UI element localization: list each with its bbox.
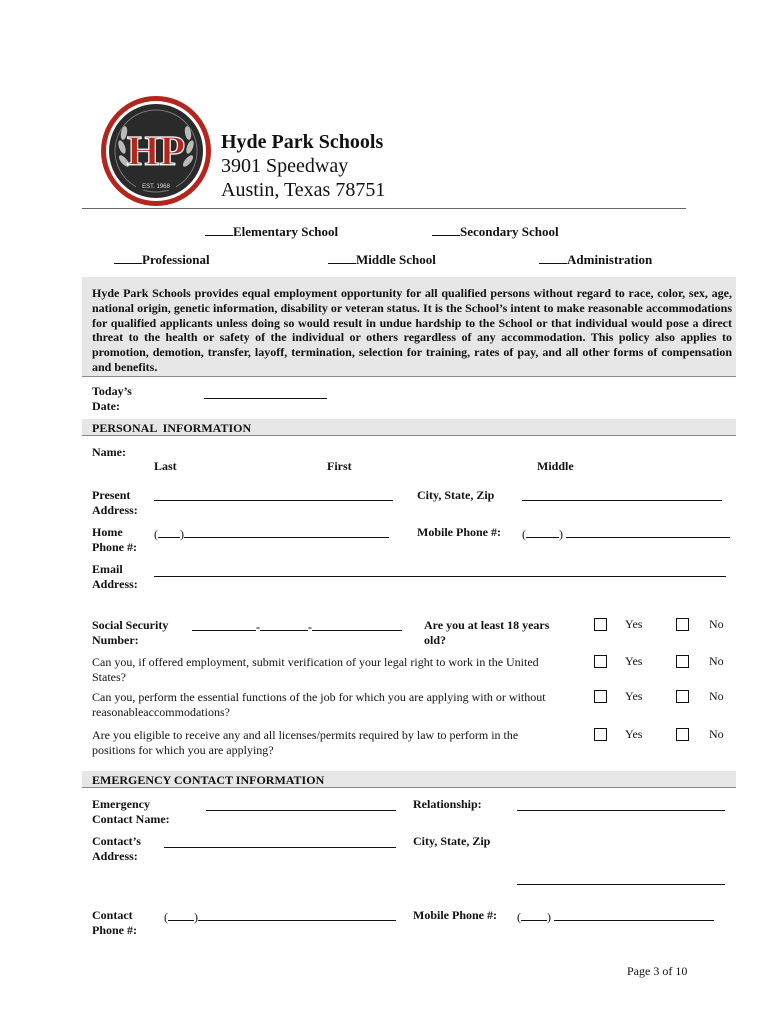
question-licenses-yes-label: Yes	[625, 727, 643, 741]
first-name-label: First	[327, 459, 352, 473]
email-label: Email Address:	[92, 562, 138, 591]
option-middle[interactable]: Middle School	[328, 251, 436, 267]
relationship-field[interactable]	[517, 810, 725, 811]
question-work-verification-yes-checkbox[interactable]	[594, 655, 607, 668]
emergency-contact-name-label: Emergency Contact Name:	[92, 797, 170, 826]
address-line2: Austin, Texas 78751	[221, 179, 386, 201]
policy-bottom-rule	[82, 376, 736, 377]
todays-date-label: Today’s Date:	[92, 384, 132, 413]
contact-phone-label: Contact Phone #:	[92, 908, 137, 937]
contact-city-state-zip-field[interactable]	[517, 884, 725, 885]
question-essential-functions-yes-label: Yes	[625, 689, 643, 703]
todays-date-field[interactable]	[204, 398, 327, 399]
question-age-no-label: No	[709, 617, 724, 631]
ssn-field[interactable]: - -	[192, 618, 402, 635]
option-professional[interactable]: Professional	[114, 251, 210, 267]
option-administration[interactable]: Administration	[539, 251, 652, 267]
present-address-label: Present Address:	[92, 488, 138, 517]
contact-mobile-phone-label: Mobile Phone #:	[413, 908, 497, 922]
question-work-verification-text: Can you, if offered employment, submit verification of your legal right to work in the United States?	[92, 655, 539, 684]
question-age-yes-checkbox[interactable]	[594, 618, 607, 631]
contact-mobile-phone-field[interactable]: ( )	[517, 908, 714, 925]
email-field[interactable]	[154, 576, 726, 577]
logo-letters: HP	[126, 129, 186, 175]
relationship-label: Relationship:	[413, 797, 482, 811]
question-essential-functions-yes-checkbox[interactable]	[594, 690, 607, 703]
contact-city-state-zip-label: City, State, Zip	[413, 834, 491, 848]
home-phone-label: Home Phone #:	[92, 525, 137, 554]
ssn-label: Social Security Number:	[92, 618, 169, 647]
middle-name-label: Middle	[537, 459, 574, 473]
city-state-zip-field[interactable]	[522, 500, 722, 501]
present-address-field[interactable]	[154, 500, 393, 501]
school-name: Hyde Park Schools	[221, 131, 384, 153]
option-secondary[interactable]: Secondary School	[432, 223, 559, 239]
header-divider	[82, 208, 686, 209]
question-work-verification-no-checkbox[interactable]	[676, 655, 689, 668]
personal-info-heading: PERSONAL INFORMATION	[92, 421, 252, 435]
emergency-contact-name-field[interactable]	[206, 810, 396, 811]
address-line1: 3901 Speedway	[221, 155, 349, 177]
question-work-verification-no-label: No	[709, 654, 724, 668]
name-label: Name:	[92, 445, 126, 459]
mobile-phone-label: Mobile Phone #:	[417, 525, 501, 539]
question-essential-functions-no-label: No	[709, 689, 724, 703]
question-age-no-checkbox[interactable]	[676, 618, 689, 631]
question-age-text: Are you at least 18 years old?	[424, 618, 550, 647]
emergency-contact-heading: EMERGENCY CONTACT INFORMATION	[92, 773, 325, 787]
eeo-policy-text: Hyde Park Schools provides equal employment opportunity for all qualified persons without regard to race, color, sex, age, national origin, genetic information, disability or veteran status. It is the School’s intent to make reasonable accommodations for qualified applicants unless doing so would result in undue hardship to the School or that individual would pose a direct threat to the health or safety of the individual or others regardless of any accommodation. This policy also applies to promotion, demotion, transfer, layoff, termination, selection for training, rates of pay, and all other forms of compensation and benefits.	[92, 286, 732, 374]
home-phone-field[interactable]: ( )	[154, 525, 389, 542]
mobile-phone-field[interactable]: ( )	[522, 525, 730, 542]
crest-icon	[100, 95, 212, 207]
question-age-yes-label: Yes	[625, 617, 643, 631]
contact-phone-field[interactable]: ( )	[164, 908, 396, 925]
question-essential-functions-no-checkbox[interactable]	[676, 690, 689, 703]
contact-address-field[interactable]	[164, 847, 396, 848]
contact-address-label: Contact’s Address:	[92, 834, 141, 863]
last-name-label: Last	[154, 459, 177, 473]
question-licenses-no-checkbox[interactable]	[676, 728, 689, 741]
question-licenses-text: Are you eligible to receive any and all licenses/permits required by law to perform in the positions for which you are applying?	[92, 728, 519, 757]
question-licenses-yes-checkbox[interactable]	[594, 728, 607, 741]
city-state-zip-label: City, State, Zip	[417, 488, 495, 502]
question-work-verification-yes-label: Yes	[625, 654, 643, 668]
question-licenses-no-label: No	[709, 727, 724, 741]
page-number: Page 3 of 10	[627, 964, 688, 978]
option-elementary[interactable]: Elementary School	[205, 223, 338, 239]
logo-est: EST. 1968	[142, 184, 170, 190]
school-logo	[100, 95, 212, 207]
question-essential-functions-text: Can you, perform the essential functions of the job for which you are applying with or without reasonableaccommodations?	[92, 690, 546, 719]
